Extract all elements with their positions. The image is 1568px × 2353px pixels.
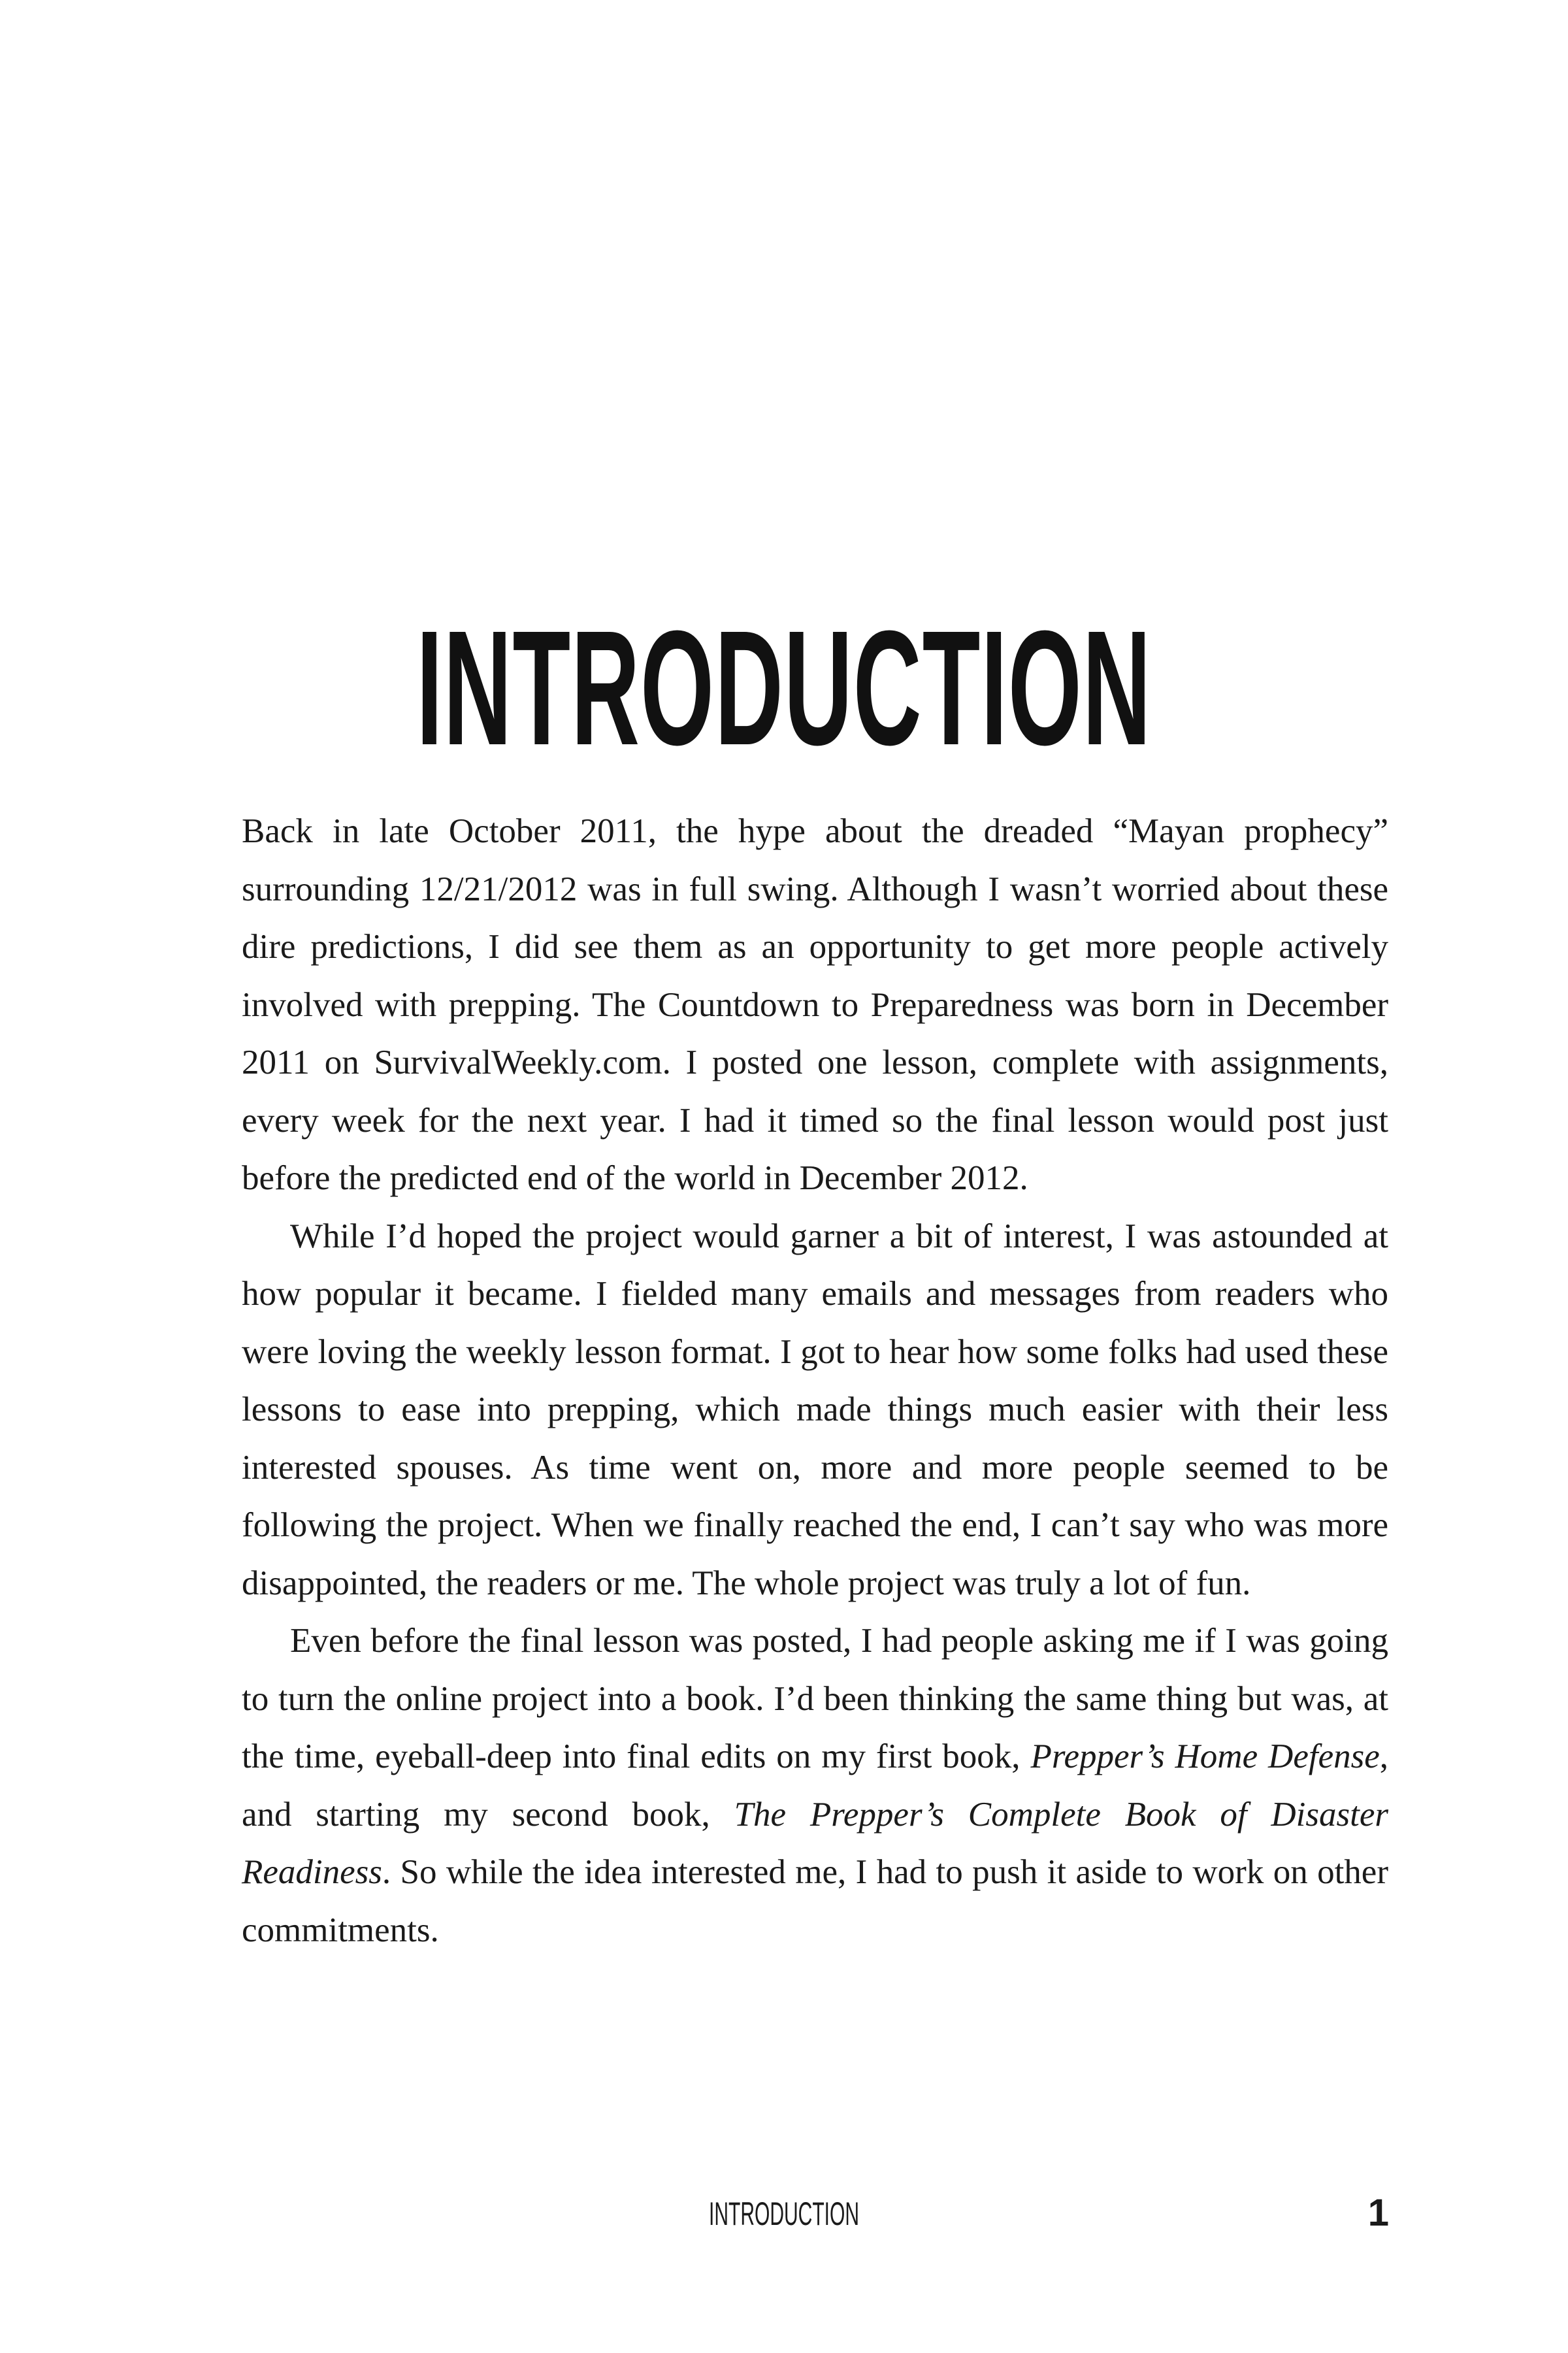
paragraph-2: [242, 1208, 1388, 1613]
paragraph-3-text-2: , and starting my second book,: [242, 1737, 1388, 1834]
chapter-title: INTRODUCTION: [416, 596, 1152, 779]
paragraph-3-text-3: . So while the idea interested me, I had to push it aside to work on other commitments.: [242, 1853, 1388, 1949]
paragraph-2-text: While I’d hoped the project would garner a bit of interest, I was astounded at how popular it became. I fielded many emails and messages from readers who were loving the weekly lesson format. I got to hear how some folks had used these lessons to ease into prepping, which made things much easier with their less interested spouses. As time went on, more and more people seemed to be following the project. When we finally reached the end, I can’t say who was more disappointed, the readers or me. The whole project was truly a lot of fun.: [242, 1217, 1388, 1602]
paragraph-1: [242, 802, 1388, 1208]
running-head: INTRODUCTION: [709, 2196, 859, 2232]
paragraph-1-text: Back in late October 2011, the hype about the dreaded “Mayan prophecy” surrounding 12/21/2012 was in full swing. Although I wasn’t worried about these dire predictions, I did see them as an opportunity to get more people actively involved with prepping. The Countdown to Preparedness was born in December 2011 on SurvivalWeekly.com. I posted one lesson, complete with assignments, every week for the next year. I had it timed so the final lesson would post just before the predicted end of the world in December 2012.: [242, 812, 1388, 1197]
paragraph-3: [242, 1612, 1388, 1959]
book-title-disaster-readiness: The Prepper’s Complete Book of Disaster Readiness: [242, 1795, 1388, 1891]
page-number: 1: [1367, 2192, 1389, 2234]
book-title-home-defense: Prepper’s Home Defense: [1030, 1737, 1380, 1775]
body-text: [242, 802, 1388, 1959]
paragraph-3-text: Even before the final lesson was posted, I had people asking me if I was going to turn the online project into a book. I’d been thinking the same thing but was, at the time, eyeball-deep into final edits on my first book,: [242, 1622, 1388, 1775]
